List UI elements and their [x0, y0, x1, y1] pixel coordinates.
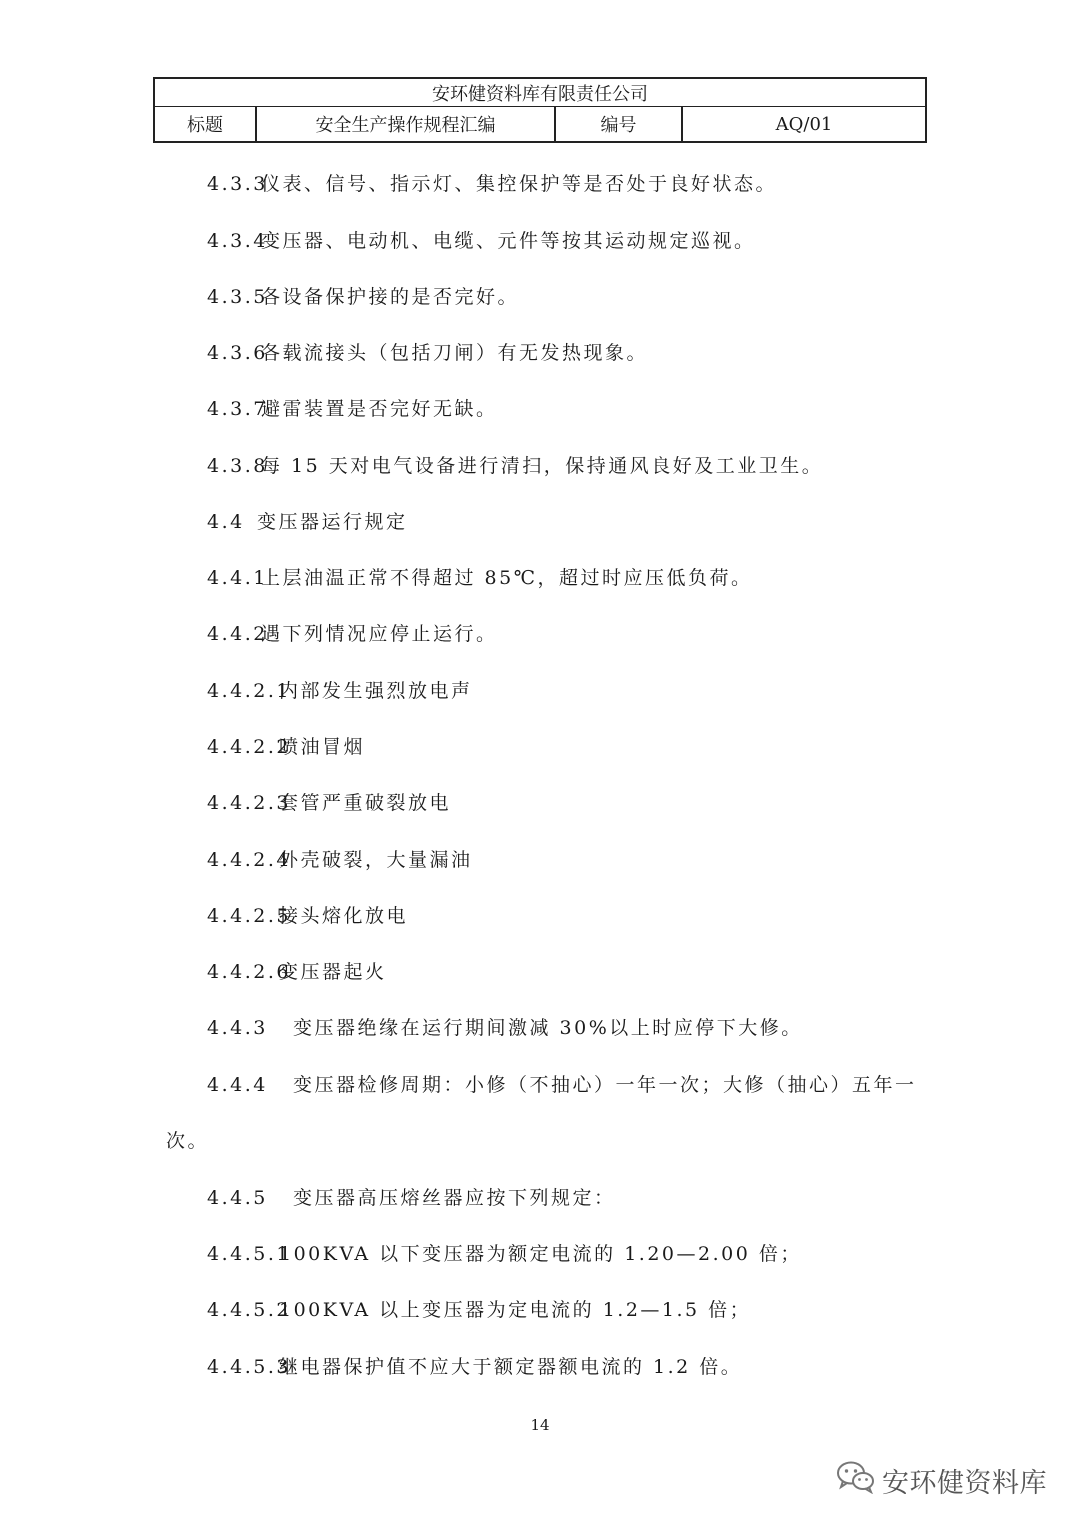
- clause-number: 4.3.7: [207, 398, 268, 420]
- clause-number: 4.3.6: [207, 342, 268, 364]
- header-row-company: [154, 78, 926, 107]
- clause-text: 变压器绝缘在运行期间激减 30%以上时应停下大修。: [293, 1017, 803, 1039]
- clause-line: [207, 960, 387, 984]
- clause-number: 4.4.5.2: [207, 1299, 291, 1321]
- clause-text: 避雷装置是否完好无缺。: [261, 398, 498, 420]
- clause-line: [207, 679, 473, 703]
- clause-text: 内部发生强烈放电声: [279, 680, 473, 702]
- company-name: 安环健资料库有限责任公司: [154, 78, 926, 107]
- clause-line: [207, 622, 498, 646]
- section-title: 变压器运行规定: [257, 511, 408, 533]
- clause-number: 4.4.1: [207, 567, 268, 589]
- clause-number: 4.3.3: [207, 173, 268, 195]
- clause-line: [207, 848, 473, 872]
- clause-line: [207, 454, 823, 478]
- clause-text: 接头熔化放电: [279, 905, 409, 927]
- clause-line: [207, 1186, 616, 1210]
- clause-line: [207, 566, 752, 590]
- clause-text: 套管严重破裂放电: [279, 792, 452, 814]
- clause-number: 4.4.5: [207, 1187, 268, 1209]
- clause-number: 4.4.2.1: [207, 680, 291, 702]
- clause-number: 4.4.2.5: [207, 905, 291, 927]
- clause-number: 4.3.5: [207, 286, 268, 308]
- clause-text: 变压器检修周期：小修（不抽心）一年一次；大修（抽心）五年一: [293, 1074, 917, 1096]
- title-label: 标题: [154, 107, 256, 143]
- clause-text: 外壳破裂，大量漏油: [279, 849, 473, 871]
- document-header-table: [153, 77, 927, 143]
- watermark: [836, 1458, 1047, 1502]
- clause-line: [207, 285, 519, 309]
- page-number: 14: [530, 1416, 550, 1434]
- clause-text: 仪表、信号、指示灯、集控保护等是否处于良好状态。: [261, 173, 778, 195]
- clause-number: 4.4.3: [207, 1017, 268, 1039]
- clause-line: [207, 229, 756, 253]
- clause-line: [207, 1016, 803, 1040]
- clause-number: 4.4.5.3: [207, 1356, 291, 1378]
- clause-number: 4.4.2.4: [207, 849, 291, 871]
- clause-text: 100KVA 以下变压器为额定电流的 1.20—2.00 倍；: [279, 1243, 802, 1265]
- clause-text: 各载流接头（包括刀闸）有无发热现象。: [261, 342, 649, 364]
- clause-text: 继电器保护值不应大于额定器额电流的 1.2 倍。: [279, 1356, 743, 1378]
- clause-continuation: 次。: [166, 1130, 210, 1152]
- clause-line: [207, 397, 498, 421]
- clause-number: 4.4.2: [207, 623, 268, 645]
- header-row-title: [154, 107, 926, 143]
- clause-line: [207, 1298, 751, 1322]
- watermark-text: 安环健资料库: [882, 1467, 1047, 1499]
- section-number: 4.4: [207, 511, 245, 533]
- clause-number: 4.4.2.2: [207, 736, 291, 758]
- clause-line: [207, 791, 451, 815]
- clause-text: 100KVA 以上变压器为定电流的 1.2—1.5 倍；: [279, 1299, 752, 1321]
- clause-number: 4.4.4: [207, 1074, 268, 1096]
- clause-line: [207, 1242, 802, 1266]
- clause-text: 上层油温正常不得超过 85℃，超过时应压低负荷。: [261, 567, 753, 589]
- clause-number: 4.3.4: [207, 230, 268, 252]
- clause-line: [207, 735, 365, 759]
- code-label: 编号: [555, 107, 682, 143]
- clause-text: 各设备保护接的是否完好。: [261, 286, 520, 308]
- clause-text: 变压器起火: [279, 961, 387, 983]
- clause-line: [207, 341, 648, 365]
- clause-text: 喷油冒烟: [279, 736, 366, 758]
- title-value: 安全生产操作规程汇编: [256, 107, 555, 143]
- clause-line: [207, 904, 408, 928]
- clause-line: [207, 1355, 742, 1379]
- clause-text: 每 15 天对电气设备进行清扫，保持通风良好及工业卫生。: [261, 455, 824, 477]
- clause-line: [207, 172, 777, 196]
- clause-text: 遇下列情况应停止运行。: [261, 623, 498, 645]
- clause-number: 4.3.8: [207, 455, 268, 477]
- clause-line: [207, 1073, 917, 1097]
- clause-number: 4.4.5.1: [207, 1243, 291, 1265]
- wechat-icon: [836, 1460, 882, 1501]
- clause-text: 变压器高压熔丝器应按下列规定：: [293, 1187, 616, 1209]
- code-value: AQ/01: [682, 107, 926, 143]
- clause-text: 变压器、电动机、电缆、元件等按其运动规定巡视。: [261, 230, 756, 252]
- clause-number: 4.4.2.6: [207, 961, 291, 983]
- clause-number: 4.4.2.3: [207, 792, 291, 814]
- section-heading: [207, 510, 408, 534]
